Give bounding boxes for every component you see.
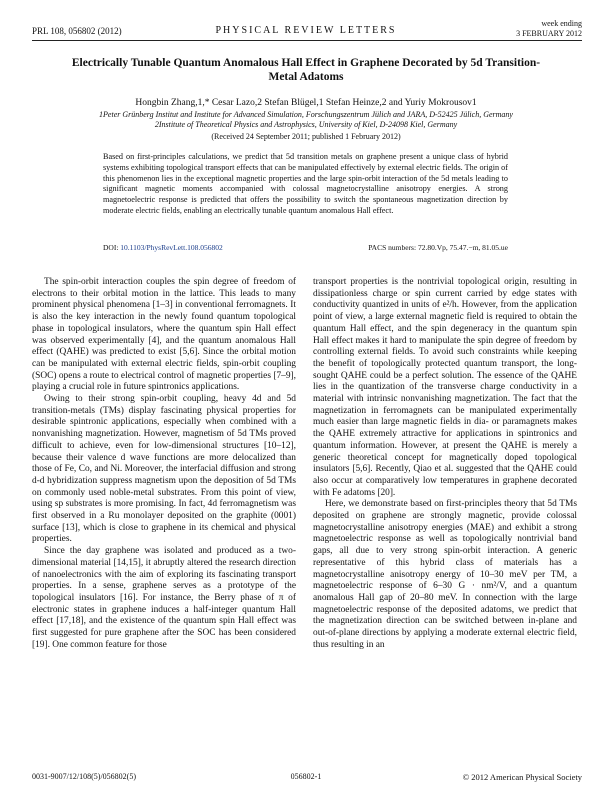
week-ending-date: 3 FEBRUARY 2012 (516, 29, 582, 38)
affiliation-2: 2Institute of Theoretical Physics and Astrophysics, University of Kiel, D-24098 Kiel, Germany (154, 120, 458, 129)
received-dates: (Received 24 September 2011; published 1 February 2012) (211, 132, 401, 141)
week-ending (516, 19, 582, 39)
paragraph: Since the day graphene was isolated and produced as a two-dimensional material [14,15], it abruptly altered the research direction of nanoelectronics with the aim of exploring its fascinating transport properties. In a sense, graphene serves as a prototype of the topological insulators [16]. For instance, the Berry phase of π of electronic states in graphene induces a half-integer quantum Hall effect [17,18], and the existence of the quantum spin Hall effect was first suggested for pure graphene after the SOC has been considered [19]. One common feature for those (32, 546, 296, 650)
affiliations (40, 110, 572, 130)
week-ending-label: week ending (541, 19, 582, 28)
pacs-numbers: PACS numbers: 72.80.Vp, 75.47.−m, 81.05.ue (368, 243, 508, 252)
paragraph: Owing to their strong spin-orbit coupling, heavy 4d and 5d transition-metals (TMs) display fascinating physical properties for desirable spintronic applications, especially when combined with a nonvanishing magnetization. However, magnetism of 5d TMs proved difficult to achieve, even for low-dimensional structures [10–12], because their valence d wave functions are more delocalized than those of Fe, Co, and Ni. Moreover, the interfacial diffusion and strong d-d hybridization suppress magnetism upon the deposition of 5d TMs on commonly used noble-metal substrates. From this point of view, using sp substrates is more promising. In fact, 4d ferromagnetism was first observed in a Ru monolayer deposited on the graphite (0001) surface [13], which is close to graphene in its chemical and physical properties. (32, 394, 296, 545)
affiliation-1: 1Peter Grünberg Institut and Institute for Advanced Simulation, Forschungszentrum Jülich and JARA, D-52425 Jülich, Germany (99, 110, 513, 119)
article-title: Electrically Tunable Quantum Anomalous Hall Effect in Graphene Decorated by 5d Transition-Metal Adatoms (71, 57, 541, 83)
copyright: © 2012 American Physical Society (462, 772, 582, 782)
journal-ref: PRL 108, 056802 (2012) (32, 26, 122, 36)
left-column (32, 277, 296, 652)
doi-pacs-row (103, 243, 508, 252)
paragraph: The spin-orbit interaction couples the spin degree of freedom of electrons to their orbital motion in the lattice. This leads to many prominent physical phenomena [1–3] in conventional ferromagnets. It is also the key interaction in the newly found quantum topological phase in topological insulators, where the quantum spin Hall effect was observed experimentally [4], and the quantum anomalous Hall effect (QAHE) was predicted to exist [5,6]. Since the orbital motion can be manipulated with external electric fields, spin-orbit coupling (SOC) opens a route to electrical control of magnetic properties [7–9], playing a crucial role in future spintronics applications. (32, 277, 296, 393)
author-list: Hongbin Zhang,1,* Cesar Lazo,2 Stefan Blügel,1 Stefan Heinze,2 and Yuriy Mokrousov1 (135, 98, 477, 108)
paragraph: transport properties is the nontrivial topological origin, resulting in dissipationless charge or spin current carried by edge states with conductivity quantized in units of e²/h. However, from the application point of view, a large external magnetic field is required to obtain the quantum Hall effect, and the spin degeneracy in the quantum spin Hall effect makes it hard to manipulate the spin degree of freedom by controlling external fields. To avoid such constraints while keeping the benefit of topologically protected quantum transport, the long-sought QAHE could be a perfect solution. The essence of the QAHE lies in the quantization of the transverse charge conductivity in a material with intrinsic nonvanishing magnetization. The fact that the magnetization in ferromagnets can be manipulated experimentally much easier than large magnetic fields in dia- or paramagnets makes the QAHE extremely attractive for applications in spintronics and quantum information. However, at present the QAHE is merely a generic theoretical concept for magnetically doped topological insulators [5,6]. Recently, Qiao et al. suggested that the QAHE could also occur at comparatively low temperatures in graphene decorated with Fe adatoms [20]. (313, 277, 577, 498)
issn-code: 0031-9007/12/108(5)/056802(5) (32, 772, 136, 781)
doi-link[interactable]: 10.1103/PhysRevLett.108.056802 (120, 243, 223, 252)
right-column (313, 277, 577, 652)
abstract: Based on first-principles calculations, we predict that 5d transition metals on graphene present a unique class of hybrid systems exhibiting topological transport effects that can be manipulated effectively by external electric fields. The origin of this phenomenon lies in the exceptional magnetic properties and the large spin-orbit interaction of the 5d metals leading to significant magnetic moments accompanied with colossal magnetocrystalline anisotropy energies. A strong magnetoelectric response is predicted that offers the possibility to switch the spontaneous magnetization direction by moderate electric fields, enabling an electrically tunable quantum anomalous Hall effect. (103, 152, 508, 215)
journal-name: PHYSICAL REVIEW LETTERS (215, 25, 397, 36)
page-number: 056802-1 (290, 772, 322, 781)
header-rule (32, 40, 582, 41)
paragraph: Here, we demonstrate based on first-principles theory that 5d TMs deposited on graphene are strongly magnetic, provide colossal magnetocrystalline anisotropy energies (MAE) and exhibit a strong magnetoelectric response as well as topologically nontrivial band gaps, all due to very strong spin-orbit interaction. A generic representative of this hybrid class of materials has a magnetocrystalline anisotropy energy of 10–30 meV per TM, a magnetoelectric response of 6–30 G · nm²/V, and a quantum anomalous Hall gap of 20–80 meV. In connection with the large magnetoelectric response of the deposited adatoms, we predict that the magnetization direction can be switched between in-plane and out-of-plane directions by applying a moderate external electric field, thus resulting in an (313, 499, 577, 650)
doi-label: DOI: (103, 243, 119, 252)
